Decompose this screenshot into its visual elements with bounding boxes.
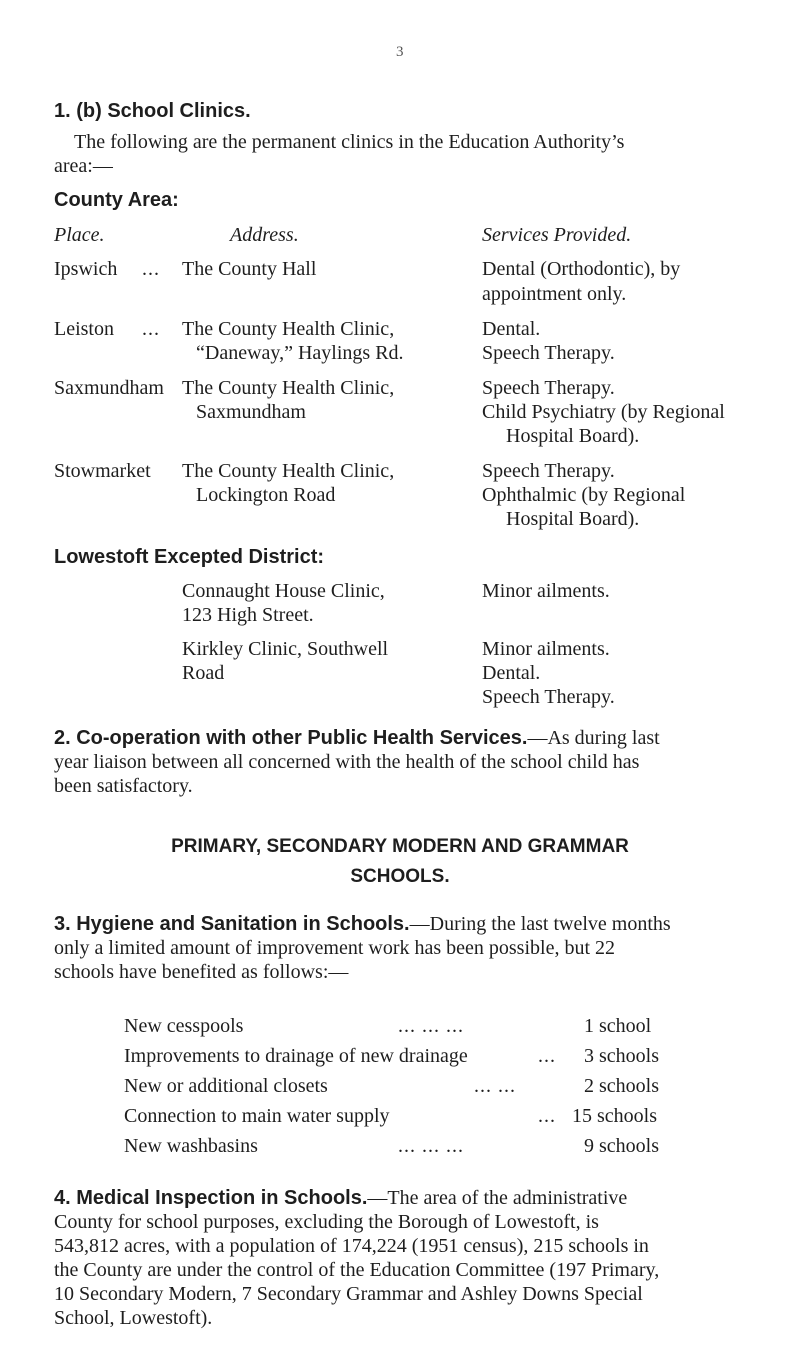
lowestoft-address-line: 123 High Street. <box>182 604 314 626</box>
clinic-service-line: Hospital Board). <box>506 508 640 530</box>
section-3-paragraph <box>54 912 760 984</box>
col-header-address: Address. <box>230 224 299 246</box>
section-3-line-3: schools have benefited as follows:— <box>54 961 349 983</box>
section-4-line-3: 543,812 acres, with a population of 174,224 (1951 census), 215 schools in <box>54 1235 649 1257</box>
clinic-place: Stowmarket <box>54 460 151 482</box>
intro-line-1: The following are the permanent clinics in the Education Authority’s <box>74 131 625 153</box>
clinic-address-line: Lockington Road <box>196 484 336 506</box>
improvement-leader: ... <box>538 1045 556 1067</box>
clinic-place: Saxmundham <box>54 377 164 399</box>
lowestoft-address-line: Road <box>182 662 225 684</box>
clinic-service-line: Speech Therapy. <box>482 377 615 399</box>
section-4-line-4: the County are under the control of the Education Committee (197 Primary, <box>54 1259 660 1281</box>
lowestoft-service-line: Minor ailments. <box>482 638 610 660</box>
improvement-count: 1 school <box>584 1015 652 1037</box>
clinic-address-line: “Daneway,” Haylings Rd. <box>196 342 404 364</box>
improvement-item: New or additional closets <box>124 1075 328 1097</box>
clinic-service-line: Dental (Orthodontic), by <box>482 258 681 280</box>
section-4-paragraph <box>54 1186 760 1330</box>
clinic-service-line: Speech Therapy. <box>482 460 615 482</box>
section-3-line-2: only a limited amount of improvement work has been possible, but 22 <box>54 937 616 959</box>
clinic-service-line: Dental. <box>482 318 541 340</box>
lowestoft-service-line: Minor ailments. <box>482 580 610 602</box>
lowestoft-address-line: Kirkley Clinic, Southwell <box>182 638 389 660</box>
section-2-paragraph <box>54 726 760 798</box>
schools-title-line-1: PRIMARY, SECONDARY MODERN AND GRAMMAR <box>171 836 629 857</box>
section-2-line-3: been satisfactory. <box>54 775 193 797</box>
clinic-address-line: The County Health Clinic, <box>182 377 395 399</box>
improvement-count: 3 schools <box>584 1045 659 1067</box>
lowestoft-label: Lowestoft Excepted District: <box>54 546 325 568</box>
clinic-service-line: Hospital Board). <box>506 425 640 447</box>
clinic-service-line: Ophthalmic (by Regional <box>482 484 686 506</box>
col-header-place: Place. <box>54 224 105 246</box>
section-2-line-2: year liaison between all concerned with the health of the school child has <box>54 751 640 773</box>
section-4-line-6: School, Lowestoft). <box>54 1307 213 1329</box>
lowestoft-address-line: Connaught House Clinic, <box>182 580 385 602</box>
county-area-label: County Area: <box>54 189 179 211</box>
improvement-leader: ... <box>538 1105 556 1127</box>
section-4-line-5: 10 Secondary Modern, 7 Secondary Grammar and Ashley Downs Special <box>54 1283 643 1305</box>
clinic-address-line: The County Health Clinic, <box>182 318 395 340</box>
improvement-count: 15 schools <box>572 1105 657 1127</box>
improvement-count: 2 schools <box>584 1075 659 1097</box>
intro-line-2: area:— <box>54 155 113 177</box>
clinic-service-line: Speech Therapy. <box>482 342 615 364</box>
clinic-address-line: The County Hall <box>182 258 317 280</box>
clinic-address-line: Saxmundham <box>196 401 306 423</box>
clinic-dots: ... <box>142 318 160 340</box>
section-4-heading: 4. Medical Inspection in Schools. <box>54 1187 368 1209</box>
schools-title <box>0 832 800 892</box>
improvement-item: Improvements to drainage of new drainage <box>124 1045 468 1067</box>
schools-title-line-2: SCHOOLS. <box>350 866 450 887</box>
section-2-line-1: —As during last <box>527 727 660 749</box>
section-3-heading: 3. Hygiene and Sanitation in Schools. <box>54 913 410 935</box>
page-number: 3 <box>396 44 404 60</box>
col-header-services: Services Provided. <box>482 224 632 246</box>
section-4-line-2: County for school purposes, excluding the Borough of Lowestoft, is <box>54 1211 599 1233</box>
clinic-address-line: The County Health Clinic, <box>182 460 395 482</box>
clinic-service-line: Child Psychiatry (by Regional <box>482 401 725 423</box>
improvement-leader: ... ... <box>474 1075 516 1097</box>
section-4-line-1: —The area of the administrative <box>367 1187 628 1209</box>
lowestoft-service-line: Dental. <box>482 662 541 684</box>
improvement-count: 9 schools <box>584 1135 659 1157</box>
section-3-line-1: —During the last twelve months <box>409 913 671 935</box>
section-2-heading: 2. Co-operation with other Public Health Services. <box>54 727 528 749</box>
clinic-service-line: appointment only. <box>482 283 627 305</box>
clinic-dots: ... <box>142 258 160 280</box>
improvement-item: New cesspools <box>124 1015 244 1037</box>
improvement-item: Connection to main water supply <box>124 1105 390 1127</box>
clinic-place: Leiston <box>54 318 114 340</box>
lowestoft-service-line: Speech Therapy. <box>482 686 615 708</box>
section-1-heading: 1. (b) School Clinics. <box>54 100 251 122</box>
improvement-leader: ... ... ... <box>398 1135 464 1157</box>
improvement-leader: ... ... ... <box>398 1015 464 1037</box>
improvement-item: New washbasins <box>124 1135 258 1157</box>
clinic-place: Ipswich <box>54 258 118 280</box>
